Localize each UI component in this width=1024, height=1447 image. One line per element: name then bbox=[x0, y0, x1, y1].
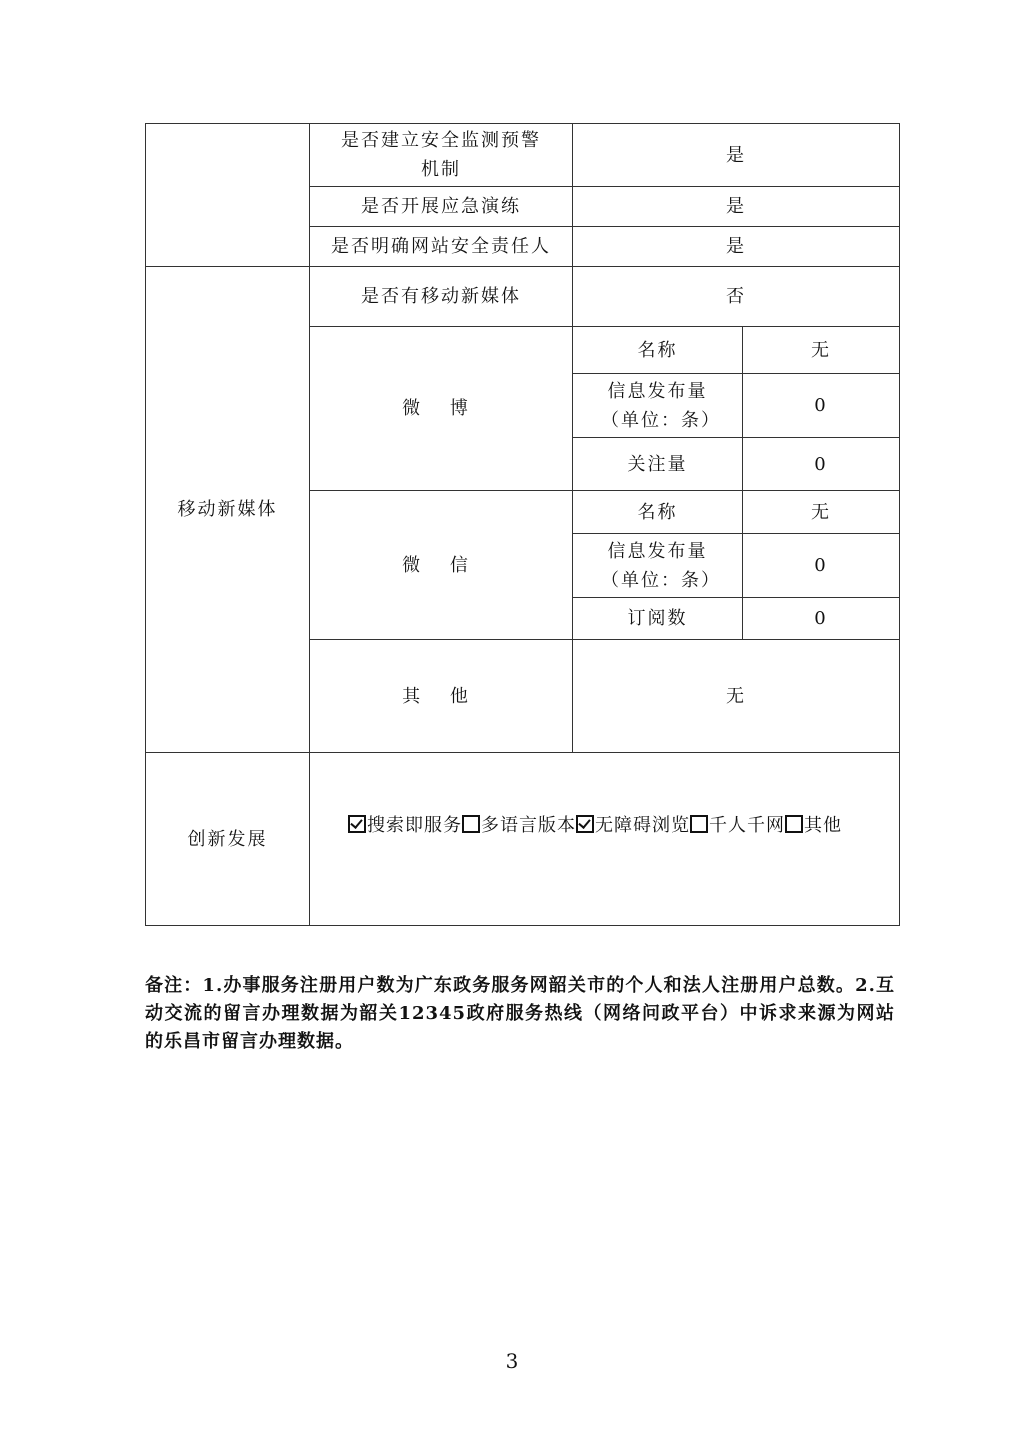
security-section-cell bbox=[146, 124, 310, 267]
innovation-option-label: 无障碍浏览 bbox=[595, 815, 690, 836]
innovation-option-label: 其他 bbox=[804, 815, 842, 836]
weibo-followers-label: 关注量 bbox=[573, 438, 743, 491]
innovation-option-label: 搜索即服务 bbox=[367, 815, 462, 836]
table-row bbox=[146, 267, 900, 327]
drill-value: 是 bbox=[573, 187, 900, 227]
wechat-subscribers-label: 订阅数 bbox=[573, 598, 743, 640]
innovation-option-label: 千人千网 bbox=[709, 815, 785, 836]
table-row bbox=[146, 753, 900, 926]
has-media-value: 否 bbox=[573, 267, 900, 327]
media-section-label: 移动新媒体 bbox=[146, 267, 310, 753]
weibo-posts-value: 0 bbox=[743, 374, 900, 438]
monitor-label: 是否建立安全监测预警机制 bbox=[310, 124, 573, 187]
has-media-label: 是否有移动新媒体 bbox=[310, 267, 573, 327]
unchecked-checkbox-icon[interactable] bbox=[690, 815, 708, 833]
wechat-name-label: 名称 bbox=[573, 491, 743, 534]
wechat-subscribers-value: 0 bbox=[743, 598, 900, 640]
innovation-options-cell bbox=[310, 753, 900, 926]
page-number: 3 bbox=[505, 1349, 519, 1373]
checked-checkbox-icon[interactable] bbox=[576, 815, 594, 833]
wechat-name-value: 无 bbox=[743, 491, 900, 534]
innovation-label: 创新发展 bbox=[146, 753, 310, 926]
wechat-label: 微 信 bbox=[310, 491, 573, 640]
other-label: 其 他 bbox=[310, 640, 573, 753]
wechat-posts-value: 0 bbox=[743, 534, 900, 598]
checked-checkbox-icon[interactable] bbox=[348, 815, 366, 833]
weibo-name-label: 名称 bbox=[573, 327, 743, 374]
innovation-options bbox=[310, 753, 899, 840]
table-row bbox=[146, 124, 900, 187]
weibo-name-value: 无 bbox=[743, 327, 900, 374]
footnote: 备注：1.办事服务注册用户数为广东政务服务网韶关市的个人和法人注册用户总数。2.互动交流的留言办理数据为韶关12345政府服务热线（网络问政平台）中诉求来源为网站的乐昌市留言办理数据。 bbox=[145, 975, 895, 1052]
weibo-label: 微 博 bbox=[310, 327, 573, 491]
wechat-posts-label: 信息发布量（单位：条） bbox=[573, 534, 743, 598]
weibo-followers-value: 0 bbox=[743, 438, 900, 491]
website-report-table bbox=[145, 123, 900, 926]
drill-label: 是否开展应急演练 bbox=[310, 187, 573, 227]
weibo-posts-label: 信息发布量（单位：条） bbox=[573, 374, 743, 438]
monitor-value: 是 bbox=[573, 124, 900, 187]
unchecked-checkbox-icon[interactable] bbox=[462, 815, 480, 833]
other-value: 无 bbox=[573, 640, 900, 753]
responsible-value: 是 bbox=[573, 227, 900, 267]
responsible-label: 是否明确网站安全责任人 bbox=[310, 227, 573, 267]
innovation-option-label: 多语言版本 bbox=[481, 815, 576, 836]
unchecked-checkbox-icon[interactable] bbox=[785, 815, 803, 833]
